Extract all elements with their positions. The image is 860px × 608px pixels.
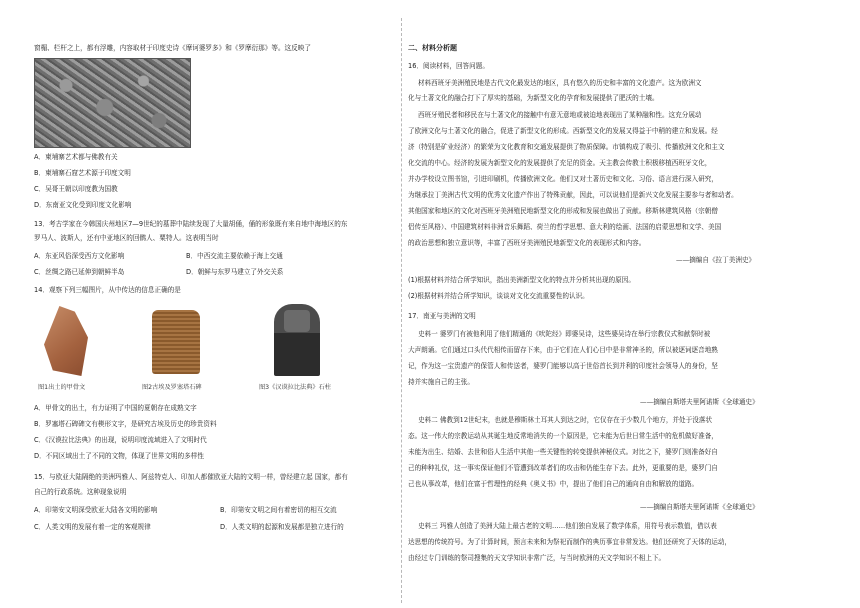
q16-material-line: 并办学校设立图书馆，引进印刷机，传播欧洲文化。他们又对土著历史和文化、习俗、语言进行深入研究， (408, 175, 718, 183)
caption-fig3: 图3《汉谟拉比法典》石柱 (259, 384, 331, 391)
q17-material-2-line: 己的种种礼仪，这一事实保证他们不管遭到改革者们的攻击和仍能生存下去。此外，更重要的是，婆罗门自 (408, 464, 718, 472)
q17-material-2-line: 史料二 佛教到12世纪末，也就是穆斯林土耳其人到达之时，它仅存在于少数几个地方，并处于没落状 (418, 416, 713, 424)
q15-option-b: B．印第安文明之间有着密切的相互交流 (220, 506, 337, 514)
q14-option-d: D．不同区域出土了不同的文物，体现了世界文明的多样性 (34, 452, 204, 460)
q12-option-d: D．东南亚文化受到印度文化影响 (34, 201, 132, 209)
q15-option-a: A．印第安文明深受欧亚大陆各文明的影响 (34, 506, 158, 514)
q17-material-1-line: 持并实施自己的主张。 (408, 378, 474, 386)
q16-material-line: 的政治思想和独立意识等，丰富了西班牙美洲殖民地新型文化的表现形式和内容。 (408, 239, 646, 247)
q16-material-line: 为继承拉丁美洲古代文明的优秀文化遗产作出了特殊贡献，因此，可以说他们是新兴文化发展主要参与者和动者。 (408, 191, 738, 199)
q17-material-3-line: 达思想的传统符号。为了计算时间，预言未来和为祭祀而制作的典历事宜非常发达。他们还研究了天体的运动， (408, 538, 732, 546)
intro-text: 窗楣、栏杆之上，都有浮雕，内容取材于印度史诗《摩诃婆罗多》和《罗摩衍那》等。这反映了 (34, 44, 311, 52)
q16-question-2: (2)根据材料并结合所学知识，谈谈对文化交流重要性的认识。 (408, 292, 589, 300)
q17-material-1-source: ——摘编自斯塔夫里阿诺斯《全球通史》 (640, 398, 759, 406)
q13-option-b: B．中西交流主要依赖于海上交通 (186, 252, 283, 260)
q12-option-c: C．吴哥王朝以印度教为国教 (34, 185, 118, 193)
oracle-bone-image (44, 306, 88, 376)
column-divider (401, 18, 402, 603)
q15-stem-line1: 15．与欧亚大陆隔绝的美洲玛雅人、阿兹特克人、印加人都催欧亚大陆的文明一样，曾经建立起 国家，都有 (34, 473, 348, 481)
section-title: 二、材料分析题 (408, 44, 457, 52)
q15-option-c: C．人类文明的发展有着一定的客观规律 (34, 523, 151, 531)
q17-material-2-source: ——摘编自斯塔夫里阿诺斯《全球通史》 (640, 503, 759, 511)
q16-material-line: 其他国家和地区的文化对西班牙美洲殖民地新型文化的形成和发展也做出了贡献。移斯林建筑风格（宗朝僧 (408, 207, 718, 215)
q17-material-1-line: 记，作为这一宝贵遗产的保管人和传送者，婆罗门能够以高于世俗首长到并利的印度社会领导人的身份，坚 (408, 362, 718, 370)
q16-material-line: 济（特别是矿业经济）的繁荣为文化教育和交通发展提供了物质保障。市镇构成了吸引、传播欧洲文化和主文 (408, 143, 725, 151)
q14-option-c: C．《汉谟拉比法典》的出现，说明印度流域进入了文明时代 (34, 436, 207, 444)
q13-option-a: A．东亚风俗深受西方文化影响 (34, 252, 125, 260)
q17-material-2-line: 未能为出生、结婚、去世和俗人生活中其他一些关键性的转变提供神秘仪式。对比之下，婆罗门则准备好自 (408, 448, 718, 456)
q17-material-1-line: 大声朗诵。它们通过口头代代相传而留存下来，由于它们在人们心目中是非常神圣的，所以被逐词逐音地熟 (408, 346, 718, 354)
q17-material-3-line: 由经过专门训练的祭司搜集的天文学知识非常广泛，与当时欧洲的天文学知识不相上下。 (408, 554, 666, 562)
q13-option-d: D．朝鲜与东罗马建立了外交关系 (186, 268, 284, 276)
q17-material-1-line: 史料一 婆罗门有被他利用了他们精通的《吠陀经》即婆吴诗，这些婆吴诗在举行宗教仪式和献祭时被 (418, 330, 711, 338)
hammurabi-stele-image (274, 304, 320, 376)
q17-material-2-line: 己也从事改革，他们在富于哲理性的经典《奥义书》中，提出了他们自己的通向自由和解放的道路。 (408, 480, 699, 488)
q16-question-1: (1)根据材料并结合所学知识，指出美洲新型文化的特点并分析其出现的原因。 (408, 276, 635, 284)
q15-option-d: D．人类文明的起源和发展都是独立进行的 (220, 523, 344, 531)
q16-material-line: 化与土著文化的融合打下了厚实的基础，为新型文化的孕育和发展提供了肥沃的土壤。 (408, 94, 659, 102)
q15-stem-line2: 自己的行政系统。这种现象说明 (34, 488, 127, 496)
q14-option-a: A．甲骨文的出土，有力证明了中国的夏朝存在成熟文字 (34, 404, 197, 412)
angkor-relief-image (34, 58, 191, 148)
rosetta-stone-image (152, 310, 200, 374)
q16-material-line: 化交流的中心。经济的发展为新型文化的发展提供了充足的资金。天主教会传教士积极移植西班牙文化， (408, 159, 712, 167)
q13-stem-line2: 罗马人、波斯人，还有中亚地区的回鹘人、粟特人。这表明当时 (34, 234, 219, 242)
q13-option-c: C．丝绸之路已延伸到朝鲜半岛 (34, 268, 125, 276)
q16-material-line: 了欧洲文化与土著文化的融合，促进了新型文化的形成。西新型文化的发展又得益于中稍的建立和发展。经 (408, 127, 718, 135)
q14-option-b: B．罗塞塔石碑碑文有楔形文字，是研究古埃及历史的珍贵资料 (34, 420, 217, 428)
q12-option-a: A．柬埔寨艺术都与佛教有关 (34, 153, 118, 161)
q16-material-line: 侣传至风格）、中国建筑材料非洲音乐舞蹈、荷兰的哲学思想、意大利的绘画、法国的启蒙思想和文学、美国 (408, 223, 722, 231)
q17-title: 17．南亚与美洲的文明 (408, 312, 476, 320)
q16-source: ——摘编自《拉丁美洲史》 (676, 256, 756, 264)
caption-fig2: 图2古埃及罗塞塔石碑 (142, 384, 202, 391)
caption-fig1: 图1出土的甲骨文 (38, 384, 86, 391)
q16-material-line: 材料西班牙美洲殖民地是古代文化最发达的地区，具有悠久的历史和丰富的文化遗产。这为欧洲文 (418, 79, 702, 87)
q16-material-line: 西班牙殖民者和移民在与土著文化的接触中有意无意地或被迫地表现出了某种融和性。这充分展动 (418, 111, 702, 119)
q17-material-3-line: 史料三 玛雅人创造了美洲大陆上最古老的文明……他们独自发展了数学体系，用符号表示数值，借以表 (418, 522, 717, 530)
q13-stem-line1: 13．考古学家在今韩国庆州地区7—9世纪的墓葬中陆续发现了大量胡俑，俑的形象既有来自地中海地区的东 (34, 220, 348, 228)
q12-option-b: B．柬埔寨石窟艺术源于印度文明 (34, 169, 131, 177)
q17-material-2-line: 态。这一伟大的宗教运动从其诞生地反常地消失的一个原因是，它未能为后世日常生活中的危机做好准备， (408, 432, 718, 440)
q14-stem: 14．观察下列三幅图片，从中传达的信息正确的是 (34, 286, 181, 294)
q16-title: 16．阅读材料，回答问题。 (408, 62, 489, 70)
